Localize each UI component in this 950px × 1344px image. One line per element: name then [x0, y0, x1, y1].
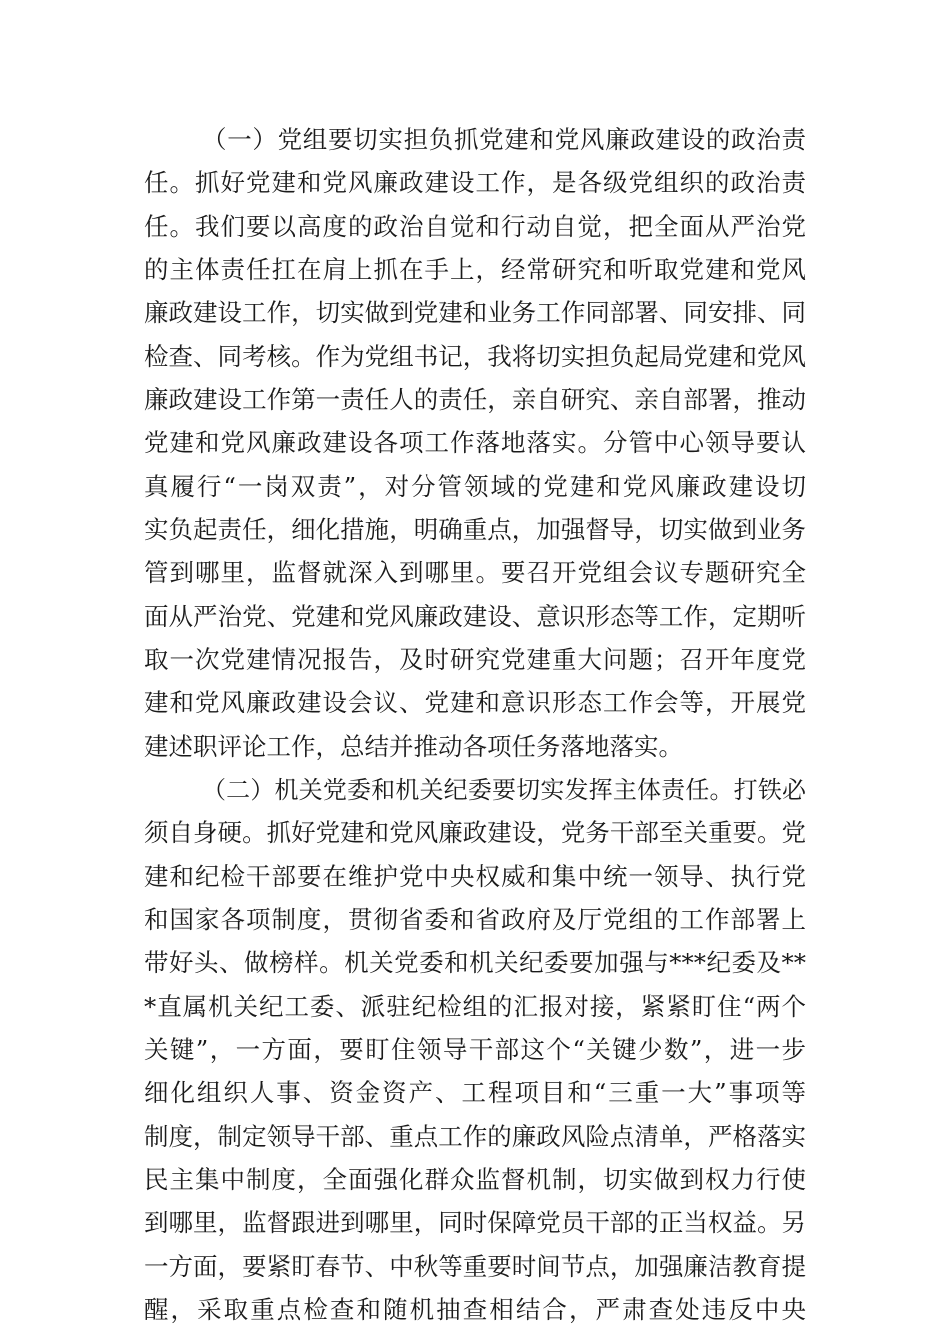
paragraph-line: 制度，制定领导干部、重点工作的廉政风险点清单，严格落实 — [144, 1121, 806, 1151]
paragraph-line: 检查、同考核。作为党组书记，我将切实担负起局党建和党风 — [144, 341, 806, 371]
paragraph-line: *直属机关纪工委、派驻纪检组的汇报对接，紧紧盯住“两个 — [144, 991, 806, 1021]
paragraph-line: 和国家各项制度，贯彻省委和省政府及厅党组的工作部署上 — [144, 905, 806, 934]
paragraph-line: 醒，采取重点检查和随机抽查相结合，严肃查处违反中央 — [144, 1295, 806, 1324]
paragraph-line: 建述职评论工作，总结并推动各项任务落地落实。 — [144, 731, 683, 761]
paragraph-line: 的主体责任扛在肩上抓在手上，经常研究和听取党建和党风 — [144, 255, 806, 284]
paragraph-line: 党建和党风廉政建设各项工作落地落实。分管中心领导要认 — [144, 428, 806, 458]
paragraph-line: （一）党组要切实担负抓党建和党风廉政建设的政治责 — [202, 125, 806, 154]
paragraph-line: 带好头、做榜样。机关党委和机关纪委要加强与***纪委及** — [144, 948, 806, 978]
paragraph-line: 任。抓好党建和党风廉政建设工作，是各级党组织的政治责 — [144, 168, 806, 198]
paragraph-line: 实负起责任，细化措施，明确重点，加强督导，切实做到业务 — [144, 515, 806, 544]
paragraph-line: 面从严治党、党建和党风廉政建设、意识形态等工作，定期听 — [144, 601, 806, 631]
paragraph-line: 细化组织人事、资金资产、工程项目和“三重一大”事项等 — [144, 1078, 806, 1108]
paragraph-line: 到哪里，监督跟进到哪里，同时保障党员干部的正当权益。另 — [144, 1208, 806, 1238]
paragraph-line: 民主集中制度，全面强化群众监督机制，切实做到权力行使 — [144, 1165, 806, 1194]
paragraph-line: （二）机关党委和机关纪委要切实发挥主体责任。打铁必 — [202, 776, 806, 804]
paragraph-line: 廉政建设工作第一责任人的责任，亲自研究、亲自部署，推动 — [144, 385, 806, 414]
paragraph-line: 真履行“一岗双责”，对分管领域的党建和党风廉政建设切 — [144, 471, 806, 501]
paragraph-line: 廉政建设工作，切实做到党建和业务工作同部署、同安排、同 — [144, 298, 806, 328]
paragraph-line: 管到哪里，监督就深入到哪里。要召开党组会议专题研究全 — [144, 558, 806, 588]
paragraph-line: 任。我们要以高度的政治自觉和行动自觉，把全面从严治党 — [144, 211, 806, 241]
paragraph-line: 建和纪检干部要在维护党中央权威和集中统一领导、执行党 — [144, 861, 806, 891]
paragraph-line: 须自身硬。抓好党建和党风廉政建设，党务干部至关重要。党 — [144, 818, 806, 848]
paragraph-line: 关键”，一方面，要盯住领导干部这个“关键少数”，进一步 — [144, 1035, 806, 1064]
paragraph-line: 取一次党建情况报告，及时研究党建重大问题；召开年度党 — [144, 645, 806, 674]
paragraph-line: 建和党风廉政建设会议、党建和意识形态工作会等，开展党 — [144, 688, 806, 718]
paragraph-line: 一方面，要紧盯春节、中秋等重要时间节点，加强廉洁教育提 — [144, 1251, 806, 1281]
